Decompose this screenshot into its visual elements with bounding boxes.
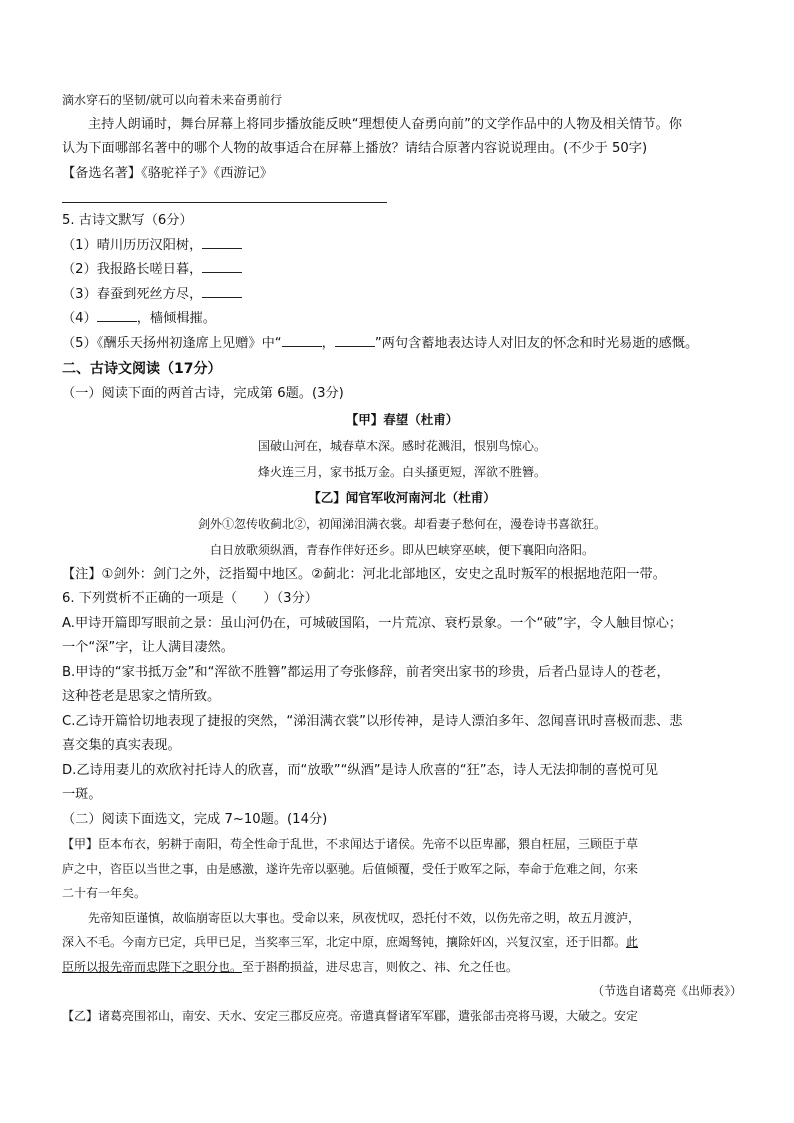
- q6-option-c-line1[interactable]: C.乙诗开篇恰切地表现了捷报的突然，“涕泪满衣裳”以形传神，是诗人漂泊多年、忽闻喜讯时喜极而悲、悲: [62, 713, 683, 729]
- q4-candidates: 【备选名著】《骆驼祥子》《西游记》: [62, 165, 273, 181]
- q5-item1: （1）晴川历历汉阳树，: [62, 234, 742, 259]
- poem-a-line2: 烽火连三月，家书抵万金。白头搔更短，浑欲不胜簪。: [257, 464, 546, 479]
- blank-2[interactable]: [202, 258, 242, 273]
- jia-p1-line3: 二十有一年矣。: [62, 886, 147, 900]
- q6-option-a-line1[interactable]: A.甲诗开篇即写眼前之景：虽山河仍在，可城破国陷，一片荒凉、衰朽景象。一个“破”字，令人触目惊心；: [62, 615, 683, 631]
- q6-option-a-line2[interactable]: 一个“深”字，让人满目凄然。: [62, 640, 234, 655]
- poem-a-title: 【甲】春望（杜甫）: [345, 411, 459, 427]
- source-citation: （节选自诸葛亮《出师表》）: [591, 984, 742, 998]
- blank-5a[interactable]: [282, 332, 322, 347]
- q5-item5: （5）《酬乐天扬州初逢席上见赠》中“ ， ”两句含蓄地表达诗人对旧友的怀念和时光易逝的感慨。: [62, 332, 742, 357]
- jia-p1-line1: 【甲】臣本布衣，躬耕于南阳，苟全性命于乱世，不求闻达于诸侯。先帝不以臣卑鄙，猥自枉屈，三顾臣于草: [62, 837, 639, 851]
- blank-3[interactable]: [202, 283, 242, 298]
- q6-option-c-line2[interactable]: 喜交集的真实表现。: [62, 738, 181, 753]
- poem-note: 【注】①剑外：剑门之外，泛指蜀中地区。②蓟北：河北北部地区，安史之乱时叛军的根据地范阳一带。: [62, 566, 666, 582]
- q6-option-b-line2[interactable]: 这种苍老是思家之情所致。: [62, 689, 221, 704]
- poem-a-line1: 国破山河在，城春草木深。感时花溅泪，恨别鸟惊心。: [257, 438, 546, 453]
- blank-1[interactable]: [202, 234, 242, 249]
- jia-p2-line2: 深入不毛。今南方已定，兵甲已足，当奖率三军，北定中原，庶竭驽钝，攘除奸凶，兴复汉室，还于旧都。此: [62, 935, 639, 949]
- blank-4[interactable]: [97, 307, 137, 322]
- yi-line1: 【乙】诸葛亮围祁山，南安、天水、安定三郡反应亮。帝遣真督诸军军郿，遣张郃击亮将马谡，大破之。安定: [62, 1008, 639, 1023]
- q5-title: 5. 古诗文默写（6分）: [62, 213, 193, 228]
- q4-prompt-line1: 主持人朗诵时，舞台屏幕上将同步播放能反映“理想使人奋勇向前”的文学作品中的人物及相关情节。你: [88, 116, 682, 132]
- section2-title: 二、古诗文阅读（17分）: [62, 361, 222, 377]
- jia-p2-line1: 先帝知臣谨慎，故临崩寄臣以大事也。受命以来，夙夜忧叹，恐托付不效，以伤先帝之明，故五月渡泸，: [88, 910, 641, 925]
- part1-title: （一）阅读下面的两首古诗，完成第 6题。(3分): [62, 386, 344, 401]
- exam-page: [62, 88, 742, 1028]
- q6-option-b-line1[interactable]: B.甲诗的“家书抵万金”和“浑欲不胜簪”都运用了夸张修辞，前者突出家书的珍贵，后者凸显诗人的苍老，: [62, 664, 670, 680]
- q5-item2: （2）我报路长嗟日暮，: [62, 258, 742, 283]
- q6-option-d-line2[interactable]: 一斑。: [62, 787, 102, 802]
- motto: 滴水穿石的坚韧/就可以向着未来奋勇前行: [62, 93, 283, 107]
- underlined-sentence: 臣所以报先帝而忠陛下之职分也。: [62, 959, 243, 974]
- jia-p2-line3: 臣所以报先帝而忠陛下之职分也。至于斟酌损益，进尽忠言，则攸之、祎、允之任也。: [62, 959, 519, 974]
- poem-b-line2: 白日放歌须纵酒，青春作伴好还乡。即从巴峡穿巫峡，便下襄阳向洛阳。: [209, 542, 594, 557]
- poem-b-line1: 剑外①忽传收蓟北②，初闻涕泪满衣裳。却看妻子愁何在，漫卷诗书喜欲狂。: [197, 516, 606, 531]
- underlined-sentence-start: 此: [626, 935, 639, 949]
- q6-option-d-line1[interactable]: D.乙诗用妻儿的欢欣衬托诗人的欣喜，而“放歌”“纵酒”是诗人欣喜的“狂”态，诗人无法抑制的喜悦可见: [62, 762, 659, 778]
- blank-5b[interactable]: [335, 332, 375, 347]
- part2-title: （二）阅读下面选文，完成 7~10题。(14分): [62, 811, 328, 827]
- jia-p1-line2: 庐之中，咨臣以当世之事，由是感激，遂许先帝以驱驰。后值倾覆，受任于败军之际，奉命于危难之间，尔来: [62, 861, 639, 876]
- q5-item3: （3）春蚕到死丝方尽，: [62, 283, 742, 308]
- poem-b-title: 【乙】闻官军收河南河北（杜甫）: [308, 489, 496, 505]
- q6-stem: 6. 下列赏析不正确的一项是（ ）（3分）: [62, 591, 318, 606]
- q5-item4: （4） ，樯倾楫摧。: [62, 307, 742, 332]
- answer-line[interactable]: [62, 186, 387, 203]
- q4-prompt-line2: 认为下面哪部名著中的哪个人物的故事适合在屏幕上播放？请结合原著内容说说理由。(不少于 50字): [62, 141, 648, 156]
